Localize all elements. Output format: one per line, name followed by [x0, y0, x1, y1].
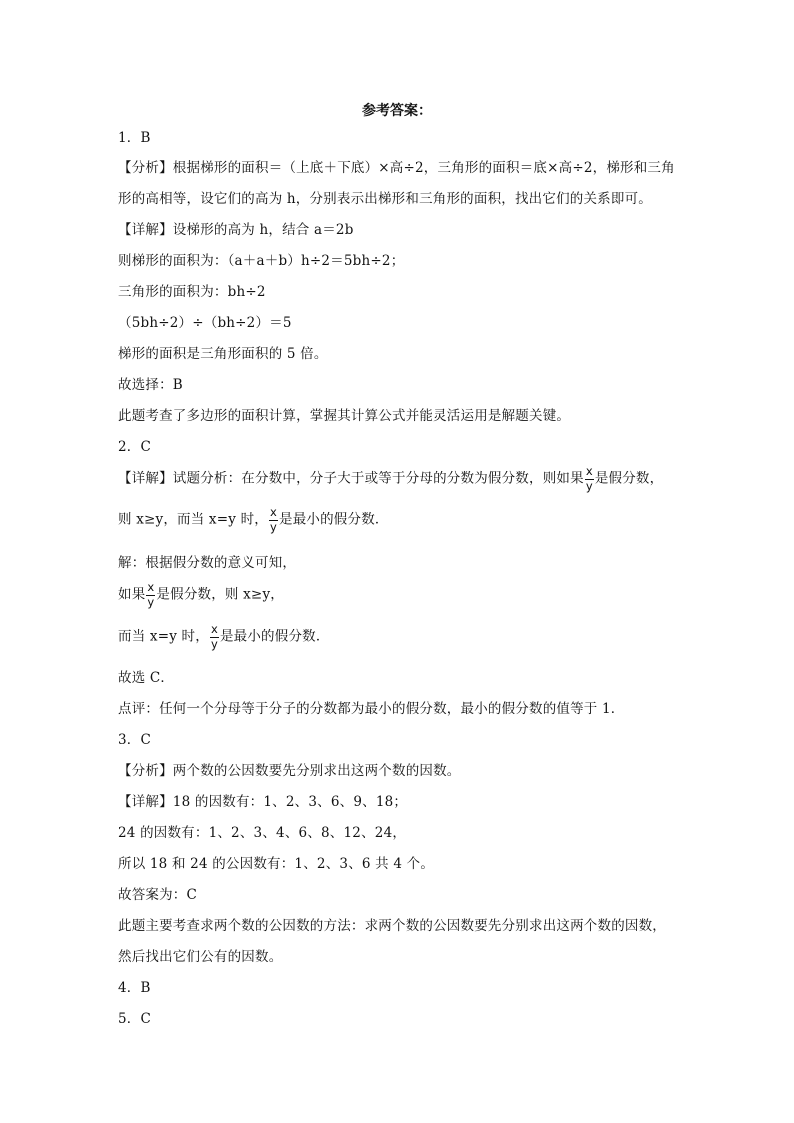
q1-detail: 【详解】设梯形的高为 h，结合 a＝2b [118, 222, 354, 238]
page-title: 参考答案： [362, 103, 432, 119]
q2-when-line: 而当 x=y 时， $\frac{x}{y}$ 是最小的假分数． [118, 622, 330, 651]
q2-solution: 解：根据假分数的意义可知， [118, 555, 297, 571]
q3-detail: 【详解】18 的因数有：1、2、3、6、9、18； [118, 794, 408, 810]
q3-analysis: 【分析】两个数的公因数要先分别求出这两个数的因数。 [118, 763, 461, 779]
q3-step-2: 所以 18 和 24 的公因数有：1、2、3、6 共 4 个。 [118, 856, 435, 872]
q2-choice: 故选 C． [118, 670, 175, 686]
q2-if-line: 如果 $\frac{x}{y}$ 是假分数，则 x≥y， [118, 580, 284, 609]
q3-heading: 3．C [118, 732, 152, 748]
fraction-x-over-y: $\frac{x}{y}$ [269, 505, 277, 534]
q1-analysis-line2: 形的高相等，设它们的高为 h，分别表示出梯形和三角形的面积，找出它们的关系即可。 [118, 191, 652, 207]
q1-step-1: 则梯形的面积为：（a＋a＋b）h÷2＝5bh÷2； [118, 253, 405, 269]
q1-heading: 1．B [118, 130, 151, 146]
q3-summary-line1: 此题主要考查求两个数的公因数的方法：求两个数的公因数要先分别求出这两个数的因数， [118, 918, 666, 934]
fraction-x-over-y: $\frac{x}{y}$ [585, 464, 593, 493]
q1-summary: 此题考查了多边形的面积计算，掌握其计算公式并能灵活运用是解题关键。 [118, 408, 571, 424]
q2-comment: 点评：任何一个分母等于分子的分数都为最小的假分数，最小的假分数的值等于 1． [118, 701, 625, 717]
q5-heading: 5．C [118, 1011, 152, 1027]
q2-heading: 2．C [118, 439, 152, 455]
q1-step-2: 三角形的面积为：bh÷2 [118, 284, 266, 300]
q4-heading: 4．B [118, 980, 151, 996]
q2-detail-text: 【详解】试题分析：在分数中，分子大于或等于分母的分数为假分数，则如果 [118, 470, 584, 487]
q1-step-4: 梯形的面积是三角形面积的 5 倍。 [118, 346, 328, 362]
fraction-x-over-y: $\frac{x}{y}$ [147, 580, 155, 609]
fraction-x-over-y: $\frac{x}{y}$ [210, 622, 218, 651]
q3-choice: 故答案为：C [118, 887, 198, 903]
q2-detail-text-end: 是假分数， [594, 470, 664, 487]
q2-line2: 则 x≥y，而当 x=y 时， $\frac{x}{y}$ 是最小的假分数． [118, 505, 389, 534]
q3-step-1: 24 的因数有：1、2、3、4、6、8、12、24， [118, 825, 407, 841]
q1-analysis-line1: 【分析】根据梯形的面积＝（上底＋下底）×高÷2，三角形的面积＝底×高÷2，梯形和三角 [118, 160, 675, 176]
q1-step-3: （5bh÷2）÷（bh÷2）＝5 [118, 315, 292, 331]
q2-detail [118, 466, 663, 492]
q1-choice: 故选择：B [118, 377, 183, 393]
q3-summary-line2: 然后找出它们公有的因数。 [118, 949, 283, 965]
